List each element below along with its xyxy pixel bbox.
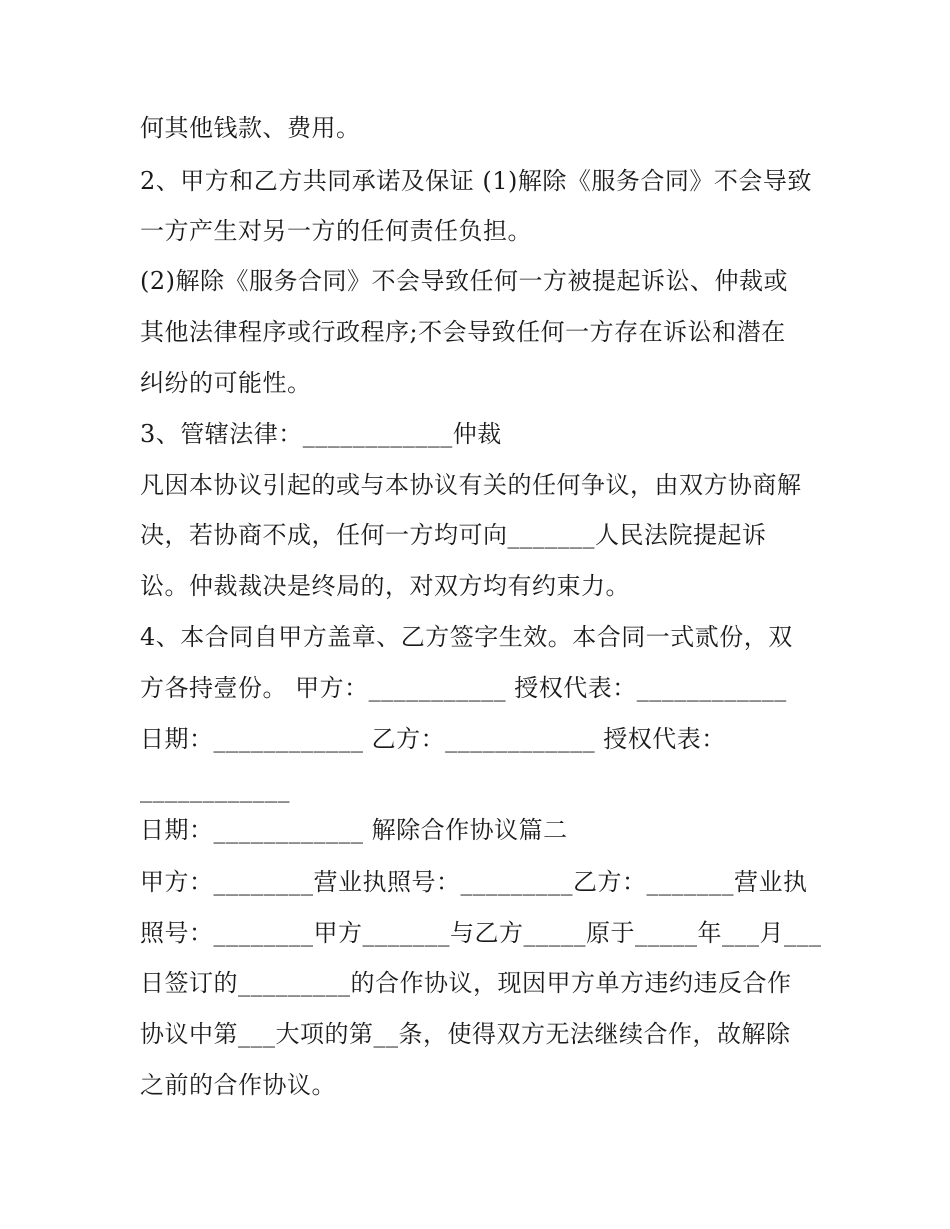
text-line: 之前的合作协议。 xyxy=(140,1071,336,1099)
text-line: 日签订的_________的合作协议，现因甲方单方违约违反合作 xyxy=(140,969,792,997)
text-line: 4、本合同自甲方盖章、乙方签字生效。本合同一式贰份，双 xyxy=(140,623,793,651)
text-line: 凡因本协议引起的或与本协议有关的任何争议，由双方协商解 xyxy=(140,471,802,499)
text-line: 日期：____________ 乙方：____________ 授权代表： xyxy=(140,725,726,753)
text-line: 一方产生对另一方的任何责任负担。 xyxy=(140,217,532,245)
text-line: (2)解除《服务合同》不会导致任何一方被提起诉讼、仲裁或 xyxy=(140,267,788,295)
text-line: 何其他钱款、费用。 xyxy=(140,114,361,142)
text-line: 日期：____________ 解除合作协议篇二 xyxy=(140,816,568,844)
text-line: 方各持壹份。 甲方：___________ 授权代表：____________ xyxy=(140,674,787,702)
text-line: 甲方：________营业执照号：_________乙方：_______营业执 xyxy=(140,868,808,896)
text-line: 照号：________甲方_______与乙方_____原于_____年___月___ xyxy=(140,919,822,947)
text-line: 3、管辖法律：____________仲裁 xyxy=(140,420,502,448)
text-line: 决，若协商不成，任何一方均可向_______人民法院提起诉 xyxy=(140,521,767,549)
text-line: 其他法律程序或行政程序;不会导致任何一方存在诉讼和潜在 xyxy=(140,318,786,346)
text-line: 2、甲方和乙方共同承诺及保证 (1)解除《服务合同》不会导致 xyxy=(140,167,812,195)
text-line: ____________ xyxy=(140,775,290,803)
text-line: 讼。仲裁裁决是终局的，对双方均有约束力。 xyxy=(140,572,630,600)
text-line: 纠纷的可能性。 xyxy=(140,369,312,397)
text-line: 协议中第___大项的第__条，使得双方无法继续合作，故解除 xyxy=(140,1020,791,1048)
